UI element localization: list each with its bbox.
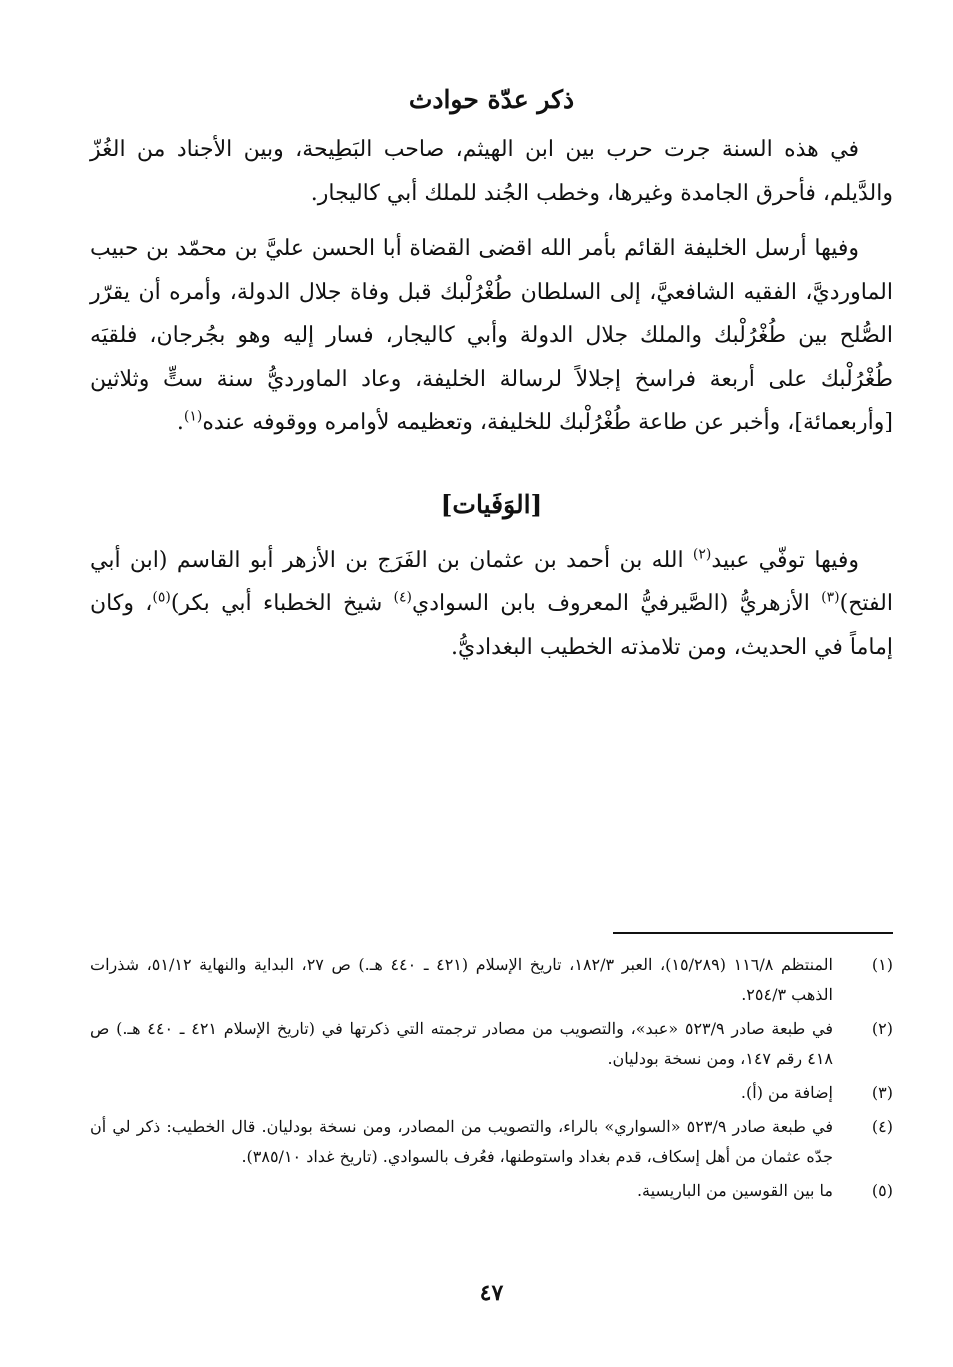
footnote-number: (٢)	[871, 1019, 893, 1038]
book-page	[90, 70, 893, 1330]
footnote-text: في طبعة صادر ٥٢٣/٩ «السواري» بالراء، والتصويب من المصادر، ومن نسخة بودليان. قال الخطيب: ذكر لي أن جدّه عثمان من أهل إسكاف، قدم بغداد واستوطنها، فعُرف بالسوادي. (تاريخ غداد ٣٨٥/١٠).	[90, 1117, 833, 1166]
footnote-text: في طبعة صادر ٥٢٣/٩ «عبد»، والتصويب من مصادر ترجمته التي ذكرتها في (تاريخ الإسلام ٤٢١ ـ ٤٤٠ هـ.) ص ٤١٨ رقم ١٤٧، ومن نسخة بودليان.	[90, 1019, 834, 1068]
footnote-number: (٤)	[871, 1117, 893, 1136]
footnote-ref-2: (٢)	[692, 546, 712, 563]
footnote-text: المنتظم ١١٦/٨ (١٥/٢٨٩)، العبر ١٨٢/٣، تاريخ الإسلام (٤٢١ ـ ٤٤٠ هـ.) ص ٢٧، البداية والنهاية ٥١/١٢، شذرات الذهب ٢٥٤/٣.	[90, 955, 833, 1004]
obituary-part-c: الأزهريُّ (الصَّيرفيُّ المعروف بابن السوادي	[412, 591, 822, 616]
obituary-part-b: الله بن أحمد بن عثمان بن الفَرَج بن الأزهر أبو القاسم (ابن أبي الفتح)	[90, 547, 893, 616]
footnote-ref-3: (٣)	[821, 589, 840, 606]
footnote-item	[90, 950, 893, 1010]
paragraph-obituary	[90, 539, 893, 670]
footnote-number: (١)	[871, 955, 893, 974]
footnote-separator	[613, 932, 893, 934]
section-heading-events: ذكر عدّة حوادث	[408, 85, 575, 114]
obituary-part-d: شيخ الخطباء أبي بكر)	[170, 591, 394, 616]
paragraph-envoy-end: .	[176, 410, 184, 435]
paragraph-envoy-text: وفيها أرسل الخليفة القائم بأمر الله اقضى القضاة أبا الحسن عليَّ بن محمّد بن حبيب الماورديَّ، الفقيه الشافعيَّ، إلى السلطان طُغْرُلْبك قبل وفاة جلال الدولة، وأمره أن يقرّر الصُّلح بين طُغْرُلْبك والملك جلال الدولة وأبي كاليجار، فسار إليه وهو بجُرجان، فلقيَه طُغْرُلْبك على أربعة فراسخ إجلالاً لرسالة الخليفة، وعاد الماورديُّ سنة ستٍّ وثلاثين [وأربعمائة]، وأخبر عن طاعة طُغْرُلْبك للخليفة، وتعظيمه لأوامره ووقوفه عنده	[90, 236, 893, 435]
footnote-ref-5: (٥)	[152, 589, 171, 606]
obituary-part-e: ، وكان إماماً في الحديث، ومن تلامذته الخطيب البغداديُّ.	[90, 591, 893, 660]
section-heading-deaths: [الوَفَيات]	[440, 489, 543, 519]
footnote-item	[90, 1078, 893, 1108]
footnote-item	[90, 1112, 893, 1172]
footnote-ref-4: (٤)	[393, 589, 413, 606]
footnote-text: ما بين القوسين من الباريسية.	[636, 1181, 833, 1200]
footnote-item	[90, 1176, 893, 1206]
footnote-number: (٥)	[871, 1181, 893, 1200]
obituary-part-a: وفيها توفّي عبيد	[711, 547, 859, 573]
paragraph-war: في هذه السنة جرت حرب بين ابن الهيثم، صاحب البَطِيحة، وبين الأجناد من الغُزّ والدَّيلم، فأحرق الجامدة وغيرها، وخطب الجُند للملك أبي كاليجار.	[90, 137, 893, 206]
footnotes	[90, 950, 893, 1210]
footnote-text: إضافة من (أ).	[740, 1083, 833, 1102]
footnote-item	[90, 1014, 893, 1074]
paragraph-envoy	[90, 227, 893, 445]
footnote-number: (٣)	[871, 1083, 893, 1102]
page-number: ٤٧	[479, 1280, 504, 1306]
footnote-ref-1: (١)	[183, 408, 203, 425]
